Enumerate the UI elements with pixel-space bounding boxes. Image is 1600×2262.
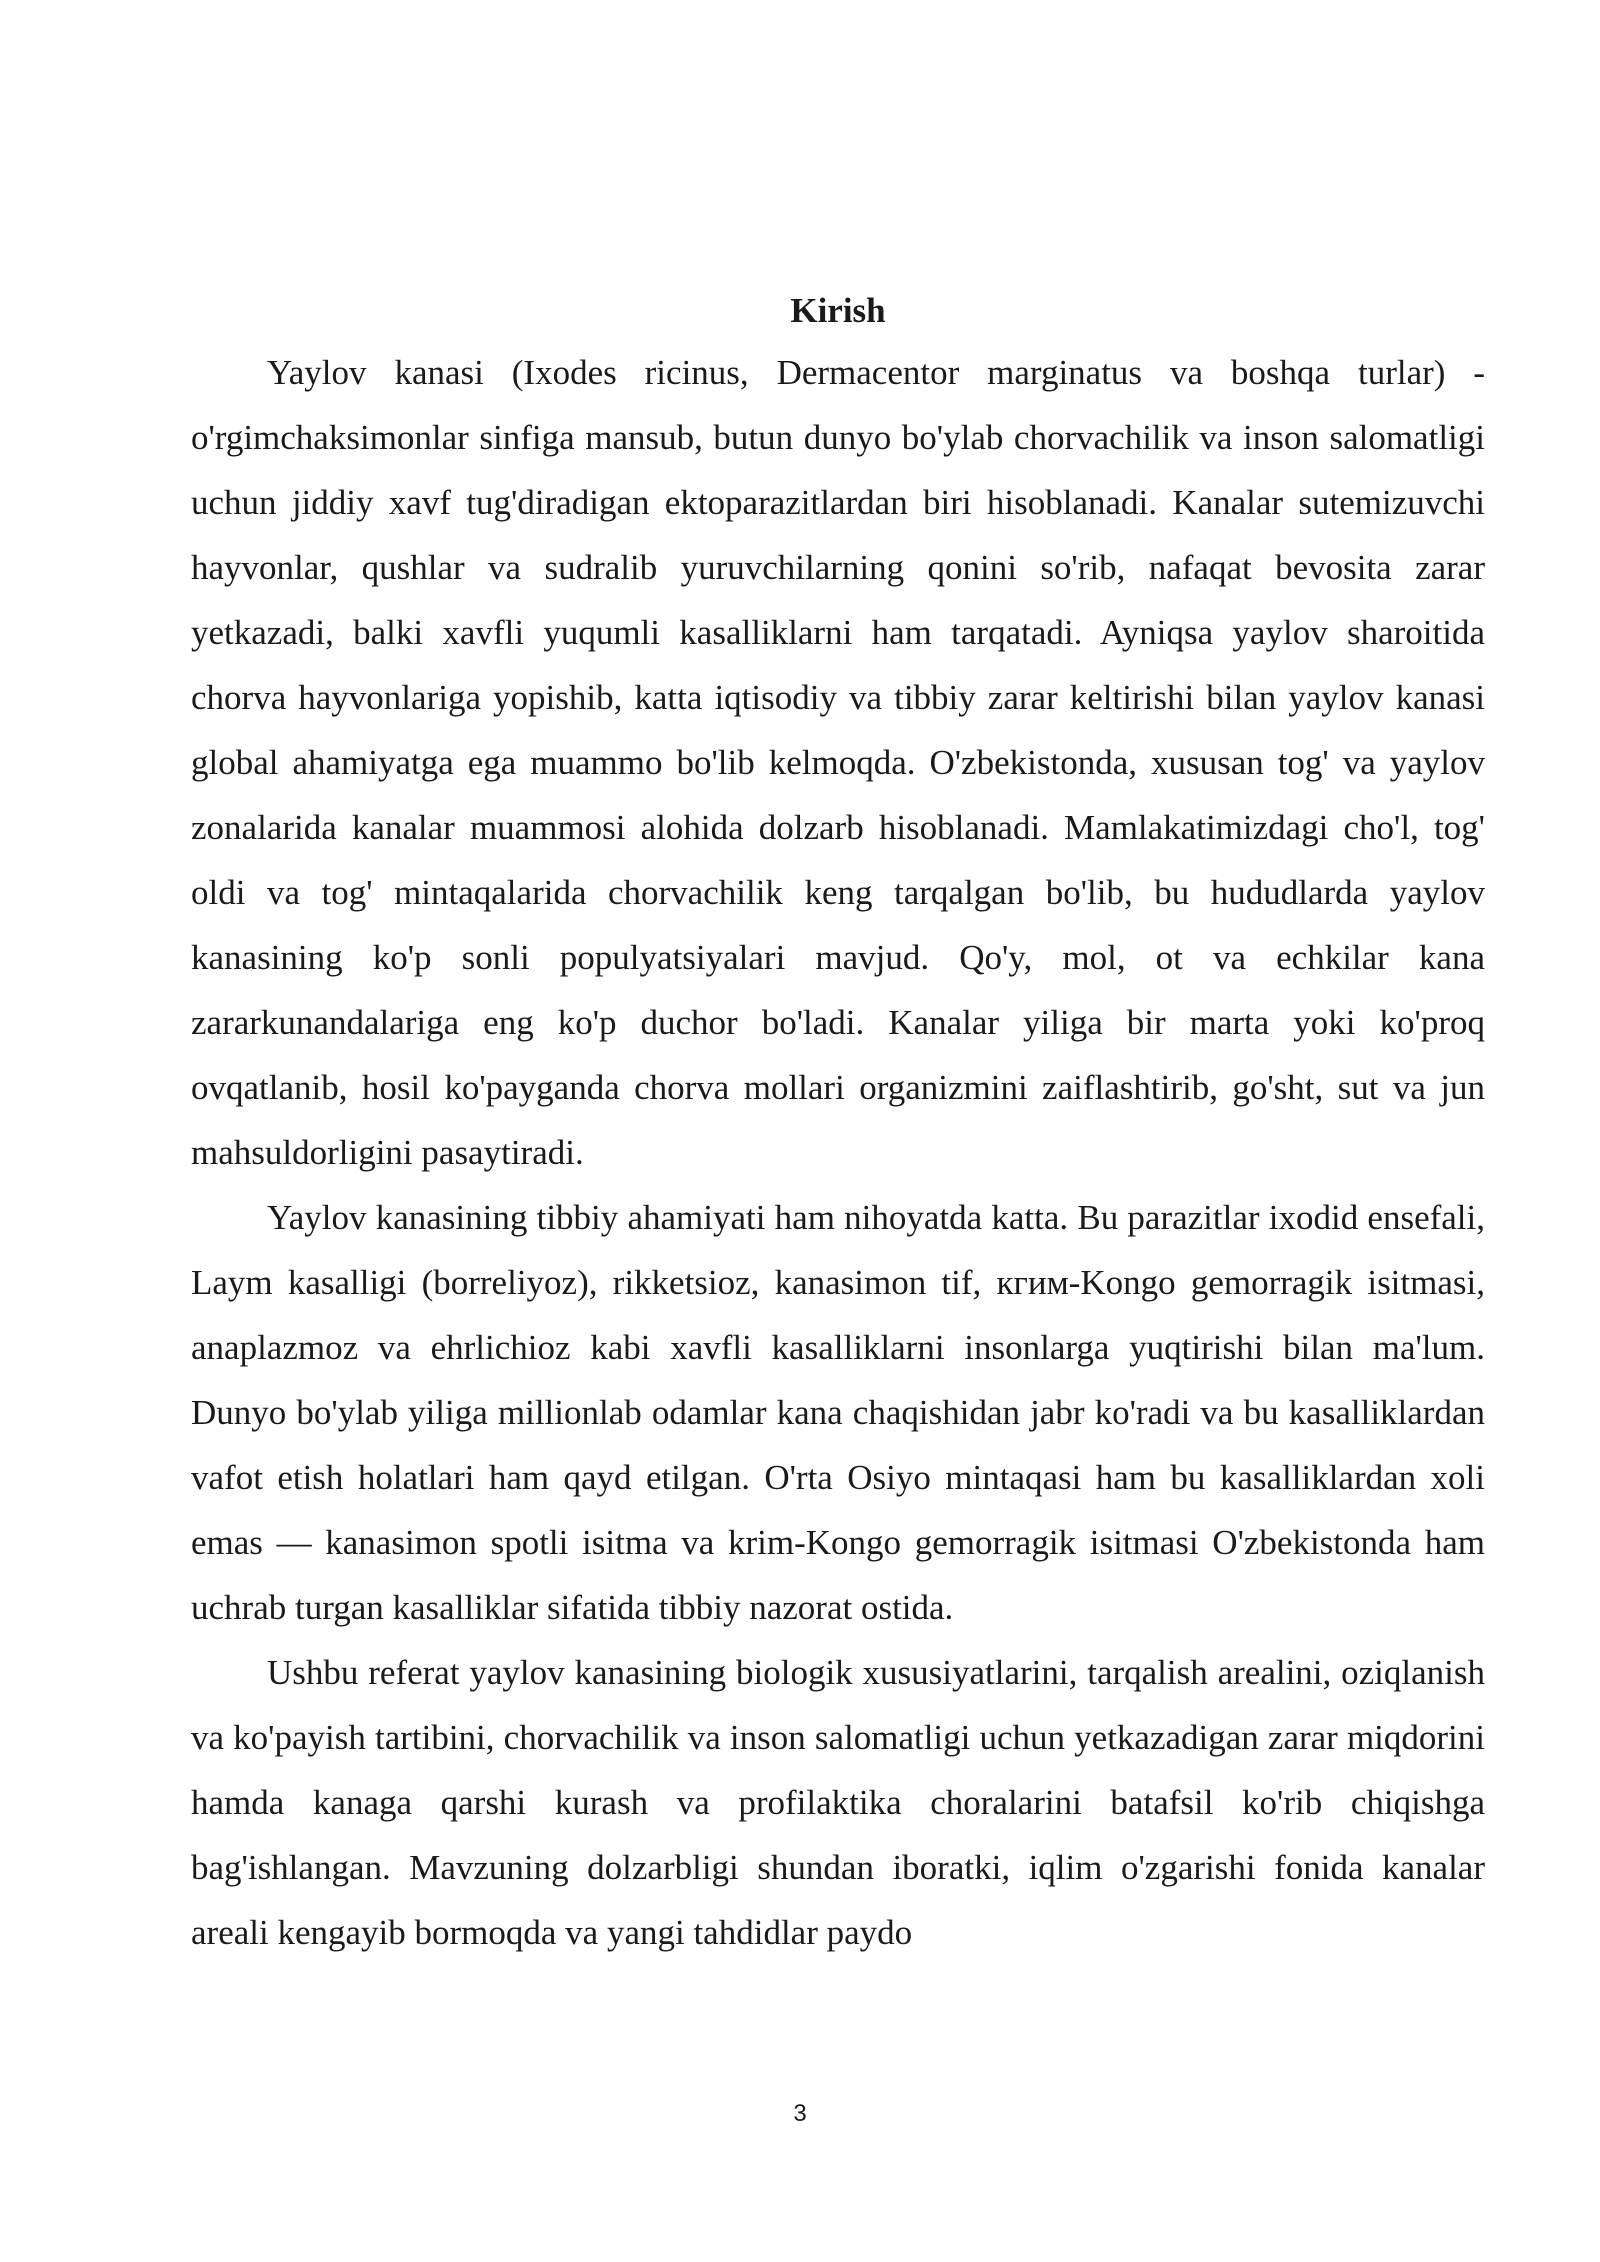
page-content xyxy=(191,282,1485,1965)
page-number: 3 xyxy=(793,2100,807,2127)
paragraph: Yaylov kanasi (Ixodes ricinus, Dermacentor marginatus va boshqa turlar) - o'rgimchaksimonlar sinfiga mansub, butun dunyo bo'ylab chorvachilik va inson salomatligi uchun jiddiy xavf tug'diradigan ektoparazitlardan biri hisoblanadi. Kanalar sutemizuvchi hayvonlar, qushlar va sudralib yuruvchilarning qonini so'rib, nafaqat bevosita zarar yetkazadi, balki xavfli yuqumli kasalliklarni ham tarqatadi. Ayniqsa yaylov sharoitida chorva hayvonlariga yopishib, katta iqtisodiy va tibbiy zarar keltirishi bilan yaylov kanasi global ahamiyatga ega muammo bo'lib kelmoqda. O'zbekistonda, xususan tog' va yaylov zonalarida kanalar muammosi alohida dolzarb hisoblanadi. Mamlakatimizdagi cho'l, tog' oldi va tog' mintaqalarida chorvachilik keng tarqalgan bo'lib, bu hududlarda yaylov kanasining ko'p sonli populyatsiyalari mavjud. Qo'y, mol, ot va echkilar kana zararkunandalariga eng ko'p duchor bo'ladi. Kanalar yiliga bir marta yoki ko'proq ovqatlanib, hosil ko'payganda chorva mollari organizmini zaiflashtirib, go'sht, sut va jun mahsuldorligini pasaytiradi. xyxy=(191,353,1485,1172)
section-title: Kirish xyxy=(790,291,886,330)
paragraph: Yaylov kanasining tibbiy ahamiyati ham nihoyatda katta. Bu parazitlar ixodid ensefali, Laym kasalligi (borreliyoz), rikketsioz, kanasimon tif, кгим-Kongo gemorragik isitmasi, anaplazmoz va ehrlichioz kabi xavfli kasalliklarni insonlarga yuqtirishi bilan ma'lum. Dunyo bo'ylab yiliga millionlab odamlar kana chaqishidan jabr ko'radi va bu kasalliklardan vafot etish holatlari ham qayd etilgan. O'rta Osiyo mintaqasi ham bu kasalliklardan xoli emas — kanasimon spotli isitma va krim-Kongo gemorragik isitmasi O'zbekistonda ham uchrab turgan kasalliklar sifatida tibbiy nazorat ostida. xyxy=(191,1198,1485,1627)
paragraph: Ushbu referat yaylov kanasining biologik xususiyatlarini, tarqalish arealini, oziqlanish va ko'payish tartibini, chorvachilik va inson salomatligi uchun yetkazadigan zarar miqdorini hamda kanaga qarshi kurash va profilaktika choralarini batafsil ko'rib chiqishga bag'ishlangan. Mavzuning dolzarbligi shundan iboratki, iqlim o'zgarishi fonida kanalar areali kengayib bormoqda va yangi tahdidlar paydo xyxy=(191,1653,1485,1952)
